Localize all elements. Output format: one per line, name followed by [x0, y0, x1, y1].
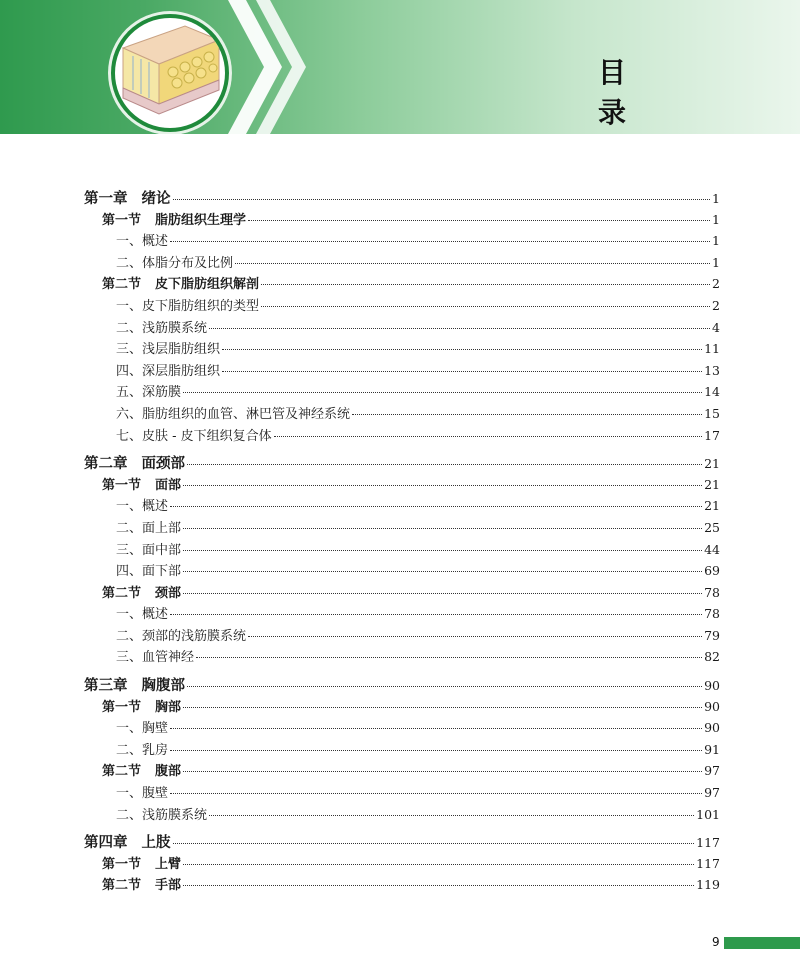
toc-entry-label — [102, 209, 246, 228]
toc-entry-17[interactable] — [84, 539, 720, 561]
toc-entry-title: 面部 — [155, 477, 182, 493]
dot-leader — [261, 283, 710, 285]
toc-entry-label — [116, 360, 220, 379]
toc-entry-9[interactable] — [84, 360, 720, 382]
toc-entry-title: 胸部 — [155, 699, 182, 715]
toc-entry-label — [116, 603, 168, 622]
dot-leader — [222, 370, 702, 372]
toc-entry-31[interactable] — [84, 853, 720, 875]
toc-entry-title: 上肢 — [141, 835, 171, 852]
toc-entry-page: 119 — [696, 877, 720, 893]
dot-leader — [170, 613, 702, 615]
toc-entry-title: 胸腹部 — [141, 678, 185, 695]
toc-entry-8[interactable] — [84, 338, 720, 360]
page-header-banner — [0, 0, 800, 134]
toc-entry-3[interactable] — [84, 230, 720, 252]
toc-entry-number: 第二章 — [84, 456, 128, 473]
toc-entry-page: 15 — [704, 405, 720, 421]
toc-entry-label — [116, 517, 181, 536]
toc-entry-number: 第一节 — [102, 477, 142, 493]
toc-entry-22[interactable] — [84, 646, 720, 668]
toc-entry-title: 面颈部 — [141, 456, 185, 473]
dot-leader — [183, 592, 702, 594]
toc-entry-29[interactable] — [84, 804, 720, 826]
toc-entry-label — [102, 273, 259, 292]
dot-leader — [183, 884, 694, 886]
toc-entry-page: 1 — [712, 191, 720, 206]
toc-entry-number: 第二节 — [102, 585, 142, 601]
dot-leader — [183, 549, 702, 551]
toc-entry-label — [116, 295, 259, 314]
toc-entry-page: 17 — [704, 427, 720, 443]
toc-entry-title: 二、颈部的浅筋膜系统 — [116, 628, 247, 644]
toc-entry-page: 13 — [704, 362, 720, 378]
toc-entry-number: 第二节 — [102, 277, 142, 293]
toc-entry-2[interactable] — [84, 209, 720, 231]
dot-leader — [196, 656, 702, 658]
toc-entry-title: 二、面上部 — [116, 520, 182, 536]
dot-leader — [209, 814, 694, 816]
dot-leader — [187, 685, 702, 687]
dot-leader — [183, 863, 694, 865]
toc-entry-title: 绪论 — [141, 191, 171, 207]
toc-entry-page: 4 — [712, 319, 720, 335]
toc-entry-label — [116, 539, 181, 558]
toc-entry-page: 2 — [712, 276, 720, 292]
toc-entry-10[interactable] — [84, 381, 720, 403]
toc-entry-title: 四、深层脂肪组织 — [116, 363, 221, 379]
toc-entry-20[interactable] — [84, 603, 720, 625]
toc-entry-label — [116, 381, 181, 400]
toc-entry-label — [102, 853, 181, 872]
toc-entry-label — [84, 187, 171, 208]
dot-leader — [183, 706, 702, 708]
dot-leader — [183, 484, 702, 486]
dot-leader — [173, 198, 711, 200]
dot-leader — [183, 527, 702, 529]
tissue-illustration-badge — [108, 11, 232, 134]
toc-entry-page: 21 — [704, 476, 720, 492]
toc-entry-title: 一、胸壁 — [116, 721, 169, 737]
skin-tissue-illustration-icon — [115, 18, 225, 128]
toc-entry-title: 六、脂肪组织的血管、淋巴管及神经系统 — [116, 406, 351, 422]
toc-entry-label — [84, 452, 185, 473]
toc-entry-title: 手部 — [155, 878, 182, 894]
page-number-bar — [724, 937, 800, 949]
toc-entry-title: 一、概述 — [116, 499, 169, 515]
toc-entry-page: 101 — [696, 806, 720, 822]
toc-entry-title: 三、血管神经 — [116, 650, 195, 666]
toc-entry-title: 颈部 — [155, 585, 182, 601]
toc-entry-label — [102, 474, 181, 493]
toc-entry-25[interactable] — [84, 717, 720, 739]
toc-entry-title: 三、面中部 — [116, 542, 182, 558]
toc-entry-label — [102, 760, 181, 779]
toc-entry-page: 91 — [704, 741, 720, 757]
toc-entry-number: 第二节 — [102, 878, 142, 894]
toc-entry-title: 七、皮肤 - 皮下组织复合体 — [116, 428, 272, 444]
toc-entry-label — [116, 804, 207, 823]
toc-entry-label — [116, 560, 181, 579]
toc-entry-6[interactable] — [84, 295, 720, 317]
toc-entry-label — [116, 717, 168, 736]
toc-entry-4[interactable] — [84, 252, 720, 274]
toc-entry-title: 脂肪组织生理学 — [155, 212, 247, 228]
toc-entry-page: 97 — [704, 763, 720, 779]
dot-leader — [170, 727, 702, 729]
toc-entry-30[interactable] — [84, 831, 720, 853]
toc-entry-32[interactable] — [84, 874, 720, 896]
toc-entry-page: 21 — [704, 498, 720, 514]
page-number: 9 — [712, 935, 720, 949]
toc-entry-page: 78 — [704, 606, 720, 622]
toc-entry-title: 皮下脂肪组织解剖 — [155, 277, 260, 293]
toc-entry-1[interactable] — [84, 187, 720, 209]
toc-entry-number: 第三章 — [84, 678, 128, 695]
toc-entry-28[interactable] — [84, 782, 720, 804]
toc-entry-label — [116, 739, 168, 758]
dot-leader — [235, 262, 710, 264]
toc-entry-label — [84, 831, 171, 852]
toc-entry-label — [102, 874, 181, 893]
toc-entry-page: 14 — [704, 384, 720, 400]
dot-leader — [261, 305, 710, 307]
dot-leader — [248, 219, 710, 221]
toc-entry-11[interactable] — [84, 403, 720, 425]
toc-entry-title: 一、概述 — [116, 607, 169, 623]
toc-entry-title: 二、浅筋膜系统 — [116, 320, 208, 336]
dot-leader — [170, 749, 702, 751]
toc-entry-number: 第一章 — [84, 191, 128, 207]
dot-leader — [209, 327, 710, 329]
toc-entry-label — [116, 317, 207, 336]
page-title: 目 录 — [598, 56, 773, 129]
dot-leader — [170, 505, 702, 507]
dot-leader — [187, 463, 702, 465]
toc-entry-14[interactable] — [84, 474, 720, 496]
toc-entry-16[interactable] — [84, 517, 720, 539]
toc-entry-title: 一、皮下脂肪组织的类型 — [116, 298, 260, 314]
toc-entry-page: 1 — [712, 211, 720, 227]
toc-entry-label — [116, 230, 168, 249]
dot-leader — [173, 842, 695, 844]
toc-entry-18[interactable] — [84, 560, 720, 582]
toc-entry-page: 90 — [704, 678, 720, 694]
dot-leader — [183, 770, 702, 772]
toc-entry-number: 第一节 — [102, 856, 142, 872]
toc-entry-12[interactable] — [84, 425, 720, 447]
toc-entry-page: 1 — [712, 254, 720, 270]
dot-leader — [248, 635, 702, 637]
toc-entry-page: 25 — [704, 519, 720, 535]
toc-entry-title: 上臂 — [155, 856, 182, 872]
dot-leader — [274, 435, 702, 437]
toc-entry-24[interactable] — [84, 696, 720, 718]
toc-entry-page: 69 — [704, 563, 720, 579]
toc-entry-21[interactable] — [84, 625, 720, 647]
toc-entry-page: 78 — [704, 584, 720, 600]
toc-entry-title: 腹部 — [155, 764, 182, 780]
toc-entry-label — [116, 625, 246, 644]
toc-entry-label — [116, 403, 350, 422]
dot-leader — [170, 792, 702, 794]
toc-entry-label — [116, 782, 168, 801]
toc-entry-label — [116, 495, 168, 514]
toc-entry-title: 五、深筋膜 — [116, 385, 182, 401]
toc-entry-title: 二、乳房 — [116, 742, 169, 758]
toc-entry-13[interactable] — [84, 452, 720, 474]
toc-entry-label — [116, 338, 220, 357]
toc-entry-page: 1 — [712, 233, 720, 249]
toc-entry-7[interactable] — [84, 317, 720, 339]
toc-entry-title: 二、浅筋膜系统 — [116, 807, 208, 823]
dot-leader — [222, 348, 702, 350]
toc-entry-label — [102, 696, 181, 715]
toc-entry-label — [84, 674, 185, 695]
dot-leader — [352, 413, 702, 415]
toc-entry-19[interactable] — [84, 582, 720, 604]
toc-entry-page: 44 — [704, 541, 720, 557]
toc-entry-page: 90 — [704, 720, 720, 736]
toc-entry-26[interactable] — [84, 739, 720, 761]
toc-entry-number: 第一节 — [102, 699, 142, 715]
toc-entry-title: 四、面下部 — [116, 564, 182, 580]
toc-entry-27[interactable] — [84, 760, 720, 782]
toc-entry-page: 79 — [704, 627, 720, 643]
toc-entry-page: 90 — [704, 698, 720, 714]
toc-entry-15[interactable] — [84, 495, 720, 517]
dot-leader — [183, 570, 702, 572]
toc-entry-page: 117 — [696, 855, 720, 871]
toc-entry-page: 97 — [704, 785, 720, 801]
toc-entry-title: 三、浅层脂肪组织 — [116, 342, 221, 358]
toc-entry-5[interactable] — [84, 273, 720, 295]
toc-entry-label — [116, 646, 194, 665]
toc-entry-title: 一、腹壁 — [116, 786, 169, 802]
dot-leader — [170, 240, 710, 242]
toc-entry-title: 二、体脂分布及比例 — [116, 255, 234, 271]
dot-leader — [183, 391, 702, 393]
toc-entry-label — [102, 582, 181, 601]
table-of-contents — [84, 187, 720, 896]
toc-entry-number: 第四章 — [84, 835, 128, 852]
toc-entry-label — [116, 252, 233, 271]
toc-entry-page: 2 — [712, 297, 720, 313]
toc-entry-page: 82 — [704, 649, 720, 665]
toc-entry-page: 21 — [704, 456, 720, 472]
toc-entry-number: 第二节 — [102, 764, 142, 780]
toc-entry-number: 第一节 — [102, 212, 142, 228]
toc-entry-title: 一、概述 — [116, 234, 169, 250]
toc-entry-page: 11 — [704, 341, 720, 357]
toc-entry-page: 117 — [696, 835, 720, 851]
toc-entry-23[interactable] — [84, 674, 720, 696]
toc-entry-label — [116, 425, 272, 444]
